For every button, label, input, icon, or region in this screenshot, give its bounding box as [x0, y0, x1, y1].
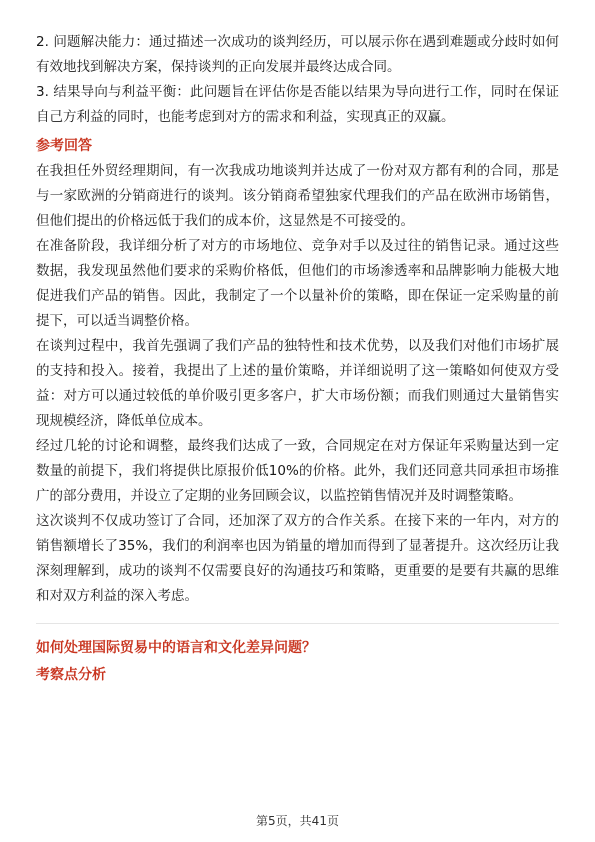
- answer-paragraph: 经过几轮的讨论和调整，最终我们达成了一致，合同规定在对方保证年采购量达到一定数量的前提下，我们将提供比原报价低10%的价格。此外，我们还同意共同承担市场推广的部分费用，并设立了定期的业务回顾会议，以监控销售情况并及时调整策略。: [36, 438, 559, 504]
- paragraph-problem-solving: 2. 问题解决能力：通过描述一次成功的谈判经历，可以展示你在遇到难题或分歧时如何有效地找到解决方案，保持谈判的正向发展并最终达成合同。: [36, 34, 559, 75]
- analysis-heading: 考察点分析: [36, 667, 106, 683]
- page-content: [36, 30, 559, 688]
- answer-paragraph: 在谈判过程中，我首先强调了我们产品的独特性和技术优势，以及我们对他们市场扩展的支持和投入。接着，我提出了上述的量价策略，并详细说明了这一策略如何使双方受益：对方可以通过较低的单价吸引更多客户，扩大市场份额；而我们则通过大量销售实现规模经济，降低单位成本。: [36, 338, 559, 429]
- answer-paragraph: 这次谈判不仅成功签订了合同，还加深了双方的合作关系。在接下来的一年内，对方的销售额增长了35%，我们的利润率也因为销量的增加而得到了显著提升。这次经历让我深刻理解到，成功的谈判不仅需要良好的沟通技巧和策略，更重要的是要有共赢的思维和对双方利益的深入考虑。: [36, 513, 559, 604]
- next-question-title: 如何处理国际贸易中的语言和文化差异问题？: [36, 640, 316, 656]
- answer-paragraph: 在我担任外贸经理期间，有一次我成功地谈判并达成了一份对双方都有利的合同，那是与一家欧洲的分销商进行的谈判。该分销商希望独家代理我们的产品在欧洲市场销售，但他们提出的价格远低于我们的成本价，这显然是不可接受的。: [36, 163, 559, 229]
- paragraph-result-oriented: 3. 结果导向与利益平衡：此问题旨在评估你是否能以结果为导向进行工作，同时在保证自己方利益的同时，也能考虑到对方的需求和利益，实现真正的双赢。: [36, 84, 559, 125]
- page-number-footer: 第5页，共41页: [256, 814, 339, 828]
- answer-paragraph: 在准备阶段，我详细分析了对方的市场地位、竞争对手以及过往的销售记录。通过这些数据，我发现虽然他们要求的采购价格低，但他们的市场渗透率和品牌影响力能极大地促进我们产品的销售。因此，我制定了一个以量补价的策略，即在保证一定采购量的前提下，可以适当调整价格。: [36, 238, 559, 329]
- section-divider: [36, 623, 559, 624]
- answer-heading: 参考回答: [36, 138, 92, 154]
